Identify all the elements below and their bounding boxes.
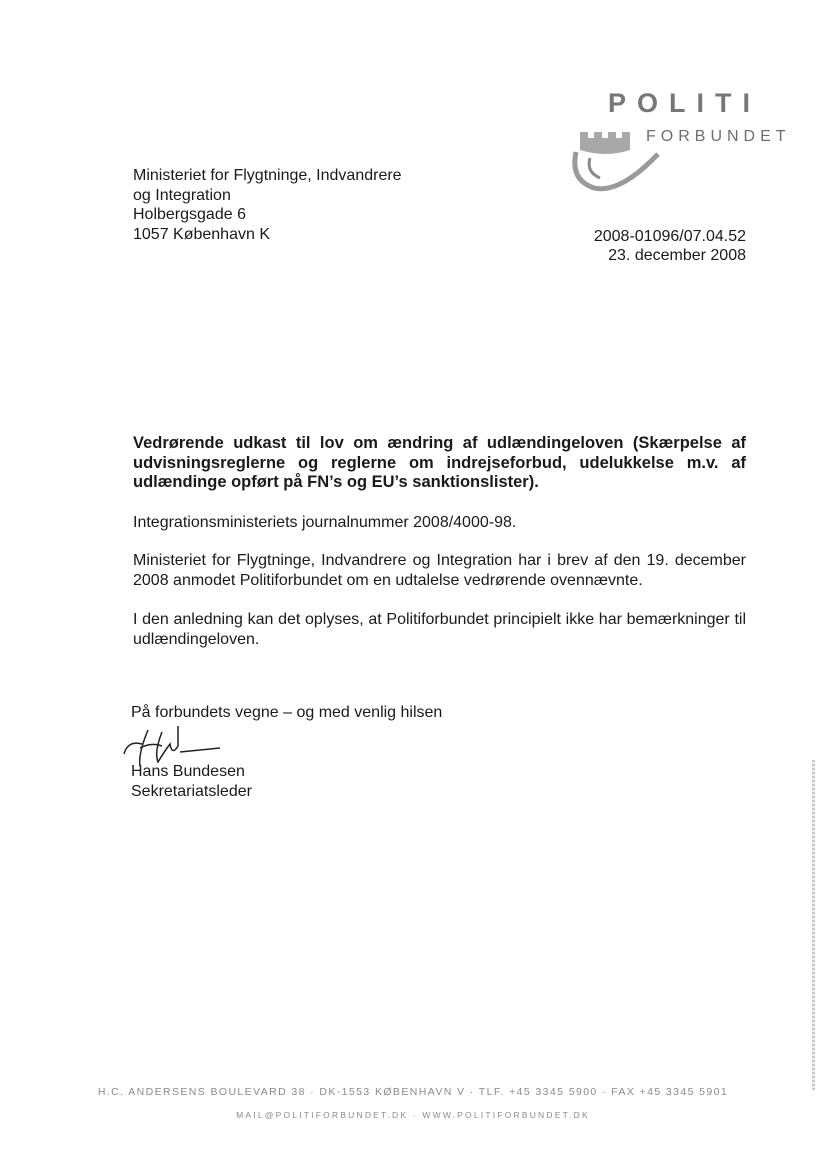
address-line: Holbergsgade 6 bbox=[133, 206, 246, 223]
logo-subtitle: FORBUNDET bbox=[646, 128, 791, 145]
signer-name: Hans Bundesen bbox=[131, 763, 245, 780]
signer-title: Sekretariatsleder bbox=[131, 782, 252, 800]
address-line: Ministeriet for Flygtninge, Indvandrere bbox=[133, 167, 402, 184]
closing-line: På forbundets vegne – og med venlig hilsen bbox=[131, 704, 443, 721]
body-paragraph: I den anledning kan det oplyses, at Politiforbundet principielt ikke har bemærkninger til udlændingeloven. bbox=[133, 611, 746, 648]
logo-wordmark: POLITI bbox=[608, 88, 761, 118]
address-line: og Integration bbox=[133, 186, 231, 204]
letter-subject: Vedrørende udkast til lov om ændring af udlændingeloven (Skærpelse af udvisningsreglerne og reglerne om indrejseforbud, udelukkelse m.v. af udlændinge opført på FN’s og EU’s sanktionslister). bbox=[133, 434, 746, 491]
police-crown-emblem-icon bbox=[568, 128, 664, 208]
footer-address: H.C. ANDERSENS BOULEVARD 38 · DK-1553 KØBENHAVN V · TLF. +45 3345 5900 · FAX +45 3345 5901 bbox=[97, 1086, 729, 1098]
signer-block bbox=[131, 762, 252, 801]
footer-contact: MAIL@POLITIFORBUNDET.DK · WWW.POLITIFORBUNDET.DK bbox=[236, 1110, 590, 1120]
recipient-address bbox=[133, 166, 402, 244]
reference-number: 2008-01096/07.04.52 bbox=[593, 228, 746, 245]
body-paragraph: Ministeriet for Flygtninge, Indvandrere og Integration har i brev af den 19. december 2008 anmodet Politiforbundet om en udtalelse vedrørende ovennævnte. bbox=[133, 552, 746, 589]
scan-edge-artifact bbox=[812, 760, 815, 1090]
address-line: 1057 København K bbox=[133, 225, 270, 243]
letter-date: 23. december 2008 bbox=[608, 247, 746, 264]
reference-block bbox=[594, 227, 746, 265]
body-paragraph: Integrationsministeriets journalnummer 2008/4000-98. bbox=[133, 514, 517, 531]
